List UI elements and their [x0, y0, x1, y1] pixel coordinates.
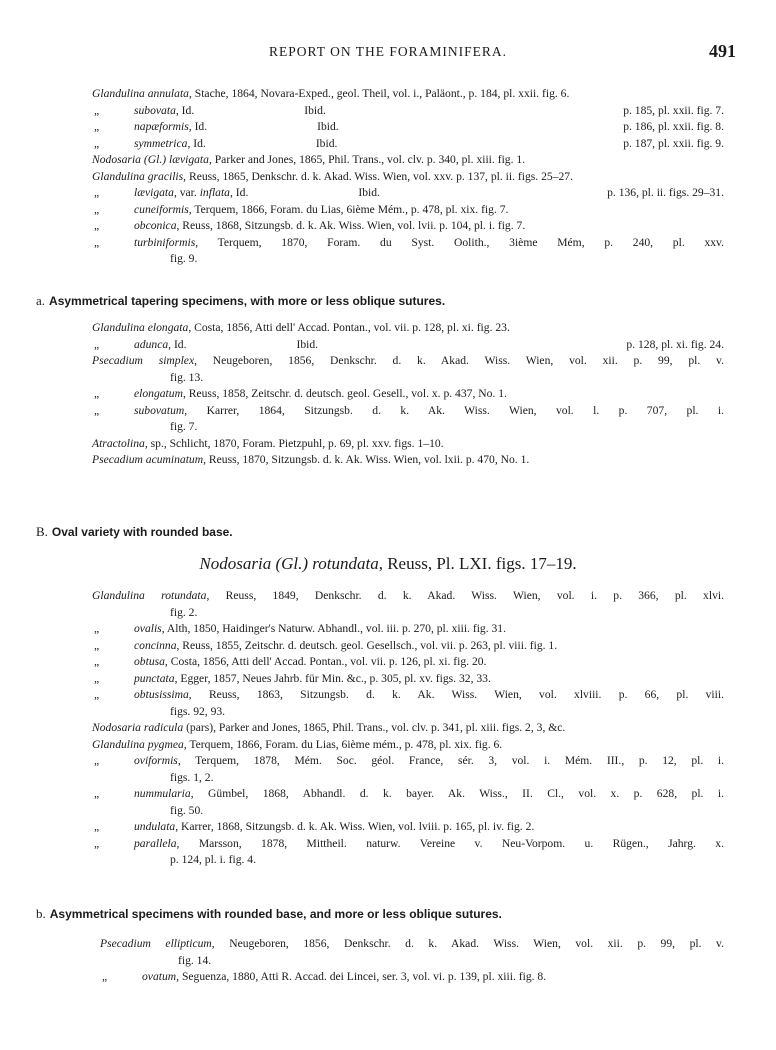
- ditto-mark: „: [94, 202, 100, 216]
- reference-text: , Gümbel, 1868, Abhandl. d. k. bayer. Ak. Wiss., II. Cl., vol. x. p. 628, pl. i.: [190, 787, 724, 800]
- genus-name: Glandulina: [92, 589, 145, 602]
- reference-text: , Alth, 1850, Haidinger's Naturw. Abhandl., vol. iii. p. 270, pl. xiii. fig. 31.: [161, 622, 506, 635]
- reference-text: , Seguenza, 1880, Atti R. Accad. dei Lincei, ser. 3, vol. vi. p. 139, pl. xiii. fig. 8.: [176, 970, 547, 983]
- section-text: Asymmetrical specimens with rounded base, and more or less oblique sutures.: [49, 907, 502, 921]
- citation-entry: [92, 737, 724, 754]
- variety-name: inflata: [199, 186, 230, 199]
- synonymy-list-annulata: [92, 86, 724, 268]
- genus-name: Nodosaria: [92, 153, 141, 166]
- species-name: symmetrica: [134, 136, 188, 150]
- species-title-genus: Nodosaria: [199, 554, 272, 573]
- author-ref: , Id.: [175, 103, 195, 117]
- species-name: ovatum: [142, 970, 177, 983]
- ditto-mark: „: [94, 836, 100, 850]
- ditto-mark: „: [94, 754, 100, 767]
- reference-text: , Terquem, 1866, Foram. du Lias, 6ième Mém., p. 478, pl. xix. fig. 7.: [188, 202, 509, 216]
- citation-entry: [100, 969, 724, 986]
- page-number: 491: [709, 41, 736, 61]
- citation-entry: [92, 753, 724, 770]
- species-name: concinna: [134, 638, 177, 652]
- ditto-mark: „: [94, 638, 100, 652]
- citation-entry: [92, 320, 724, 337]
- citation-entry: [92, 103, 724, 120]
- reference-text: , Reuss, 1849, Denkschr. d. k. Akad. Wiss. Wien, vol. i. p. 366, pl. xlvi.: [206, 589, 724, 602]
- reference-text: , Neugeboren, 1856, Denkschr. d. k. Akad. Wiss. Wien, vol. xii. p. 99, pl. v.: [211, 937, 724, 950]
- citation-entry: [92, 353, 724, 370]
- species-name: pygmea: [147, 737, 184, 751]
- species-name: napæformis: [134, 120, 189, 133]
- species-name: rotundata: [161, 589, 207, 602]
- citation-continuation: fig. 13.: [170, 370, 204, 384]
- ditto-mark: „: [94, 186, 100, 199]
- ditto-mark: „: [94, 820, 100, 833]
- section-heading-b: [36, 906, 502, 922]
- genus-name: Nodosaria: [92, 721, 141, 734]
- citation-continuation: fig. 9.: [170, 252, 198, 265]
- citation-entry: [92, 235, 724, 252]
- variety-prefix: , var.: [173, 186, 200, 199]
- section-text: Oval variety with rounded base.: [51, 525, 233, 539]
- ibid-ref: Ibid.: [296, 337, 319, 351]
- species-name: elongatum: [134, 387, 183, 400]
- species-name: acuminatum: [145, 453, 204, 466]
- genus-name: Psecadium: [100, 937, 151, 950]
- citation-entry: [92, 136, 724, 153]
- citation-entry: [92, 218, 724, 235]
- reference-text: , Costa, 1856, Atti dell' Accad. Pontan., vol. vii. p. 126, pl. xi. fig. 20.: [164, 655, 487, 668]
- running-title: REPORT ON THE FORAMINIFERA.: [269, 44, 507, 59]
- reference-text: , Reuss, 1865, Denkschr. d. k. Akad. Wiss. Wien, vol. xxv. p. 137, pl. ii. figs. 25–27.: [183, 169, 573, 183]
- synonymy-list-ellipticum: [100, 936, 724, 986]
- species-name: oviformis: [134, 754, 178, 767]
- reference-text: , Parker and Jones, 1865, Phil. Trans., vol. clv. p. 340, pl. xiii. fig. 1.: [208, 153, 526, 166]
- citation-entry: [92, 638, 724, 655]
- species-name: adunca: [134, 337, 169, 351]
- citation-entry: [100, 936, 724, 953]
- species-name: gracilis: [147, 169, 184, 183]
- citation-entry: [92, 621, 724, 638]
- reference-text: , Karrer, 1868, Sitzungsb. d. k. Ak. Wiss. Wien, vol. lviii. p. 165, pl. iv. fig. 2.: [175, 820, 535, 833]
- species-name: subovatum: [134, 403, 185, 417]
- ditto-mark: „: [94, 337, 100, 351]
- ditto-mark: „: [94, 235, 100, 249]
- ditto-mark: „: [94, 655, 100, 668]
- citation-entry: [92, 436, 724, 453]
- species-name: turbiniformis: [134, 235, 196, 249]
- species-name: annulata: [147, 87, 189, 100]
- citation-entry: [92, 185, 724, 202]
- reference-text: , Reuss, 1870, Sitzungsb. d. k. Ak. Wiss. Wien, vol. lxii. p. 470, No. 1.: [203, 453, 530, 466]
- citation-continuation: figs. 1, 2.: [170, 770, 214, 784]
- citation-entry: [92, 836, 724, 853]
- species-title-sub: (Gl.): [275, 554, 309, 573]
- reference-text: , Reuss, 1868, Sitzungsb. d. k. Ak. Wiss. Wien, vol. lvii. p. 104, pl. i. fig. 7.: [176, 219, 526, 232]
- citation-entry: [92, 119, 724, 136]
- section-ordinal: b.: [36, 906, 46, 921]
- reference-text: , Reuss, 1858, Zeitschr. d. deutsch. geol. Gesell., vol. x. p. 437, No. 1.: [182, 387, 507, 400]
- citation-entry: [92, 588, 724, 605]
- species-name: subovata: [134, 103, 176, 117]
- citation-continuation: fig. 7.: [170, 420, 198, 433]
- species-name: parallela: [134, 836, 177, 850]
- species-title-species: rotundata: [312, 554, 379, 573]
- citation-continuation: figs. 92, 93.: [170, 704, 226, 718]
- reference-text: , Reuss, 1855, Zeitschr. d. deutsch. geol. Gesellsch., vol. vii. p. 263, pl. viii. fig. 1.: [176, 638, 558, 652]
- page-ref: p. 186, pl. xxii. fig. 8.: [623, 120, 724, 133]
- ditto-mark: „: [102, 970, 108, 983]
- ditto-mark: „: [94, 787, 100, 800]
- species-name: obconica: [134, 219, 177, 232]
- citation-entry: [92, 786, 724, 803]
- reference-text: , sp., Schlicht, 1870, Foram. Pietzpuhl, p. 69, pl. xxv. figs. 1–10.: [144, 436, 444, 450]
- species-name: punctata: [134, 671, 175, 685]
- species-name: obtusissima: [134, 688, 189, 701]
- citation-entry: [92, 671, 724, 688]
- author-ref: , Id.: [168, 337, 187, 351]
- reference-text: , Karrer, 1864, Sitzungsb. d. k. Ak. Wiss. Wien, vol. l. p. 707, pl. i.: [184, 403, 724, 417]
- reference-text: , Neugeboren, 1856, Denkschr. d. k. Akad. Wiss. Wien, vol. xii. p. 99, pl. v.: [194, 354, 724, 367]
- citation-entry: [92, 654, 724, 671]
- citation-entry: [92, 169, 724, 186]
- reference-text: , Marsson, 1878, Mittheil. naturw. Vereine v. Neu-Vorpom. u. Rügen., Jahrg. x.: [176, 836, 724, 850]
- species-name: undulata: [134, 820, 176, 833]
- subgenus-name: (Gl.): [143, 153, 167, 166]
- citation-continuation: fig. 2.: [170, 605, 198, 619]
- ditto-mark: „: [94, 387, 100, 400]
- citation-entry: [92, 819, 724, 836]
- citation-entry: [92, 403, 724, 420]
- ditto-mark: „: [94, 136, 100, 150]
- ditto-mark: „: [94, 671, 100, 685]
- ditto-mark: „: [94, 688, 100, 701]
- section-heading-B: [36, 524, 233, 540]
- section-ordinal: B.: [36, 524, 48, 539]
- reference-text: , Reuss, 1863, Sitzungsb. d. k. Ak. Wiss. Wien, vol. xlviii. p. 66, pl. viii.: [188, 688, 724, 701]
- ibid-ref: Ibid.: [317, 120, 339, 133]
- species-name: lævigata: [134, 186, 174, 199]
- citation-entry: [92, 337, 724, 354]
- genus-name: Glandulina: [92, 737, 145, 751]
- citation-entry: [92, 202, 724, 219]
- page-ref: p. 185, pl. xxii. fig. 7.: [623, 103, 724, 117]
- running-head: [0, 41, 776, 66]
- synonymy-list-rotundata: [92, 588, 724, 869]
- reference-text: , Terquem, 1878, Mém. Soc. géol. France, sér. 3, vol. i. Mém. III., p. 12, pl. i.: [177, 754, 724, 767]
- ibid-ref: Ibid.: [304, 103, 326, 117]
- genus-name: Psecadium: [92, 354, 143, 367]
- genus-name: Glandulina: [92, 321, 145, 334]
- page-ref: p. 187, pl. xxii. fig. 9.: [623, 136, 724, 150]
- species-name: obtusa: [134, 655, 165, 668]
- citation-continuation: p. 124, pl. i. fig. 4.: [170, 853, 256, 866]
- species-name: radicula: [143, 721, 184, 734]
- citation-entry: [92, 86, 724, 103]
- species-name: ovalis: [134, 622, 162, 635]
- ditto-mark: „: [94, 622, 100, 635]
- ditto-mark: „: [94, 219, 100, 232]
- citation-entry: [92, 687, 724, 704]
- genus-name: Glandulina: [92, 87, 145, 100]
- citation-entry: [92, 152, 724, 169]
- reference-text: , Terquem, 1866, Foram. du Lias, 6ième mém., p. 478, pl. xix. fig. 6.: [183, 737, 503, 751]
- citation-continuation: fig. 14.: [178, 953, 212, 967]
- citation-entry: [92, 386, 724, 403]
- ibid-ref: Ibid.: [358, 186, 380, 199]
- species-title-rest: , Reuss, Pl. LXI. figs. 17–19.: [378, 554, 577, 573]
- reference-text: , Egger, 1857, Neues Jahrb. für Min. &c., p. 305, pl. xv. figs. 32, 33.: [174, 671, 491, 685]
- author-ref: , Id.: [229, 186, 249, 199]
- species-name: cuneiformis: [134, 202, 189, 216]
- ditto-mark: „: [94, 120, 100, 133]
- section-heading-a: [36, 293, 445, 309]
- species-name: simplex: [158, 354, 195, 367]
- genus-name: Psecadium: [92, 453, 143, 466]
- reference-text: , Stache, 1864, Novara-Exped., geol. Theil, vol. i., Paläont., p. 184, pl. xxii. fig. 6.: [188, 87, 570, 100]
- section-text: Asymmetrical tapering specimens, with more or less oblique sutures.: [49, 294, 446, 308]
- author-ref: , Id.: [188, 120, 208, 133]
- citation-entry: [92, 720, 724, 737]
- species-name: ellipticum: [165, 937, 212, 950]
- page-ref: p. 128, pl. xi. fig. 24.: [626, 337, 724, 351]
- section-ordinal: a.: [36, 293, 46, 308]
- ditto-mark: „: [94, 403, 100, 417]
- reference-text: , Costa, 1856, Atti dell' Accad. Pontan., vol. vii. p. 128, pl. xi. fig. 23.: [188, 321, 510, 334]
- ibid-ref: Ibid.: [315, 136, 338, 150]
- species-title: [0, 554, 776, 574]
- citation-entry: [92, 452, 724, 469]
- reference-text: , Terquem, 1870, Foram. du Syst. Oolith., 3ième Mém, p. 240, pl. xxv.: [195, 235, 724, 249]
- genus-name: Atractolina: [92, 436, 145, 450]
- genus-name: Glandulina: [92, 169, 145, 183]
- author-ref: , Id.: [187, 136, 206, 150]
- ditto-mark: „: [94, 103, 100, 117]
- page-ref: p. 136, pl. ii. figs. 29–31.: [607, 186, 724, 199]
- species-name: lævigata: [169, 153, 209, 166]
- species-name: nummularia: [134, 787, 191, 800]
- species-name: elongata: [147, 321, 189, 334]
- citation-continuation: fig. 50.: [170, 803, 204, 817]
- synonymy-list-elongata: [92, 320, 724, 469]
- reference-text: (pars), Parker and Jones, 1865, Phil. Trans., vol. clv. p. 341, pl. xiii. figs. 2, 3, &c.: [183, 721, 566, 734]
